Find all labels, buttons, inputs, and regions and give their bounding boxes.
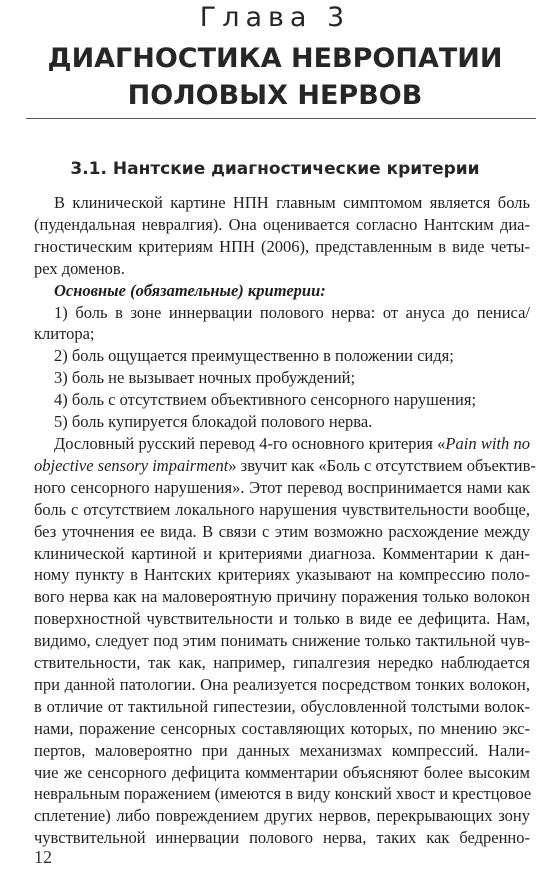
paragraph-1-line-4: рех доменов.	[34, 258, 125, 278]
criteria-heading: Основные (обязательные) критерии:	[54, 280, 326, 300]
chapter-title-line-2: ПОЛОВЫХ НЕРВОВ	[127, 80, 423, 111]
title-divider	[26, 118, 536, 119]
paragraph-2-line: поверхностной чувствительности и только в виде ее дефицита. Нам,	[34, 609, 530, 629]
paragraph-2-line: чувствительной иннервации полового нерва, таких как бедренно-	[34, 828, 530, 848]
paragraph-2-line: ного сенсорного нарушения». Этот перевод воспринимается нами как	[34, 477, 530, 497]
paragraph-2-line-2-italic: objective sensory impairment	[34, 455, 229, 475]
paragraph-2-line: боль с отсутствием локального нарушения чувствительности вообще,	[34, 499, 530, 519]
chapter-title-line-1: ДИАГНОСТИКА НЕВРОПАТИИ	[47, 43, 503, 74]
chapter-label: Глава 3	[199, 2, 351, 33]
paragraph-2-line: при данной патологии. Она реализуется посредством тонких волокон,	[34, 674, 530, 694]
section-title: 3.1. Нантские диагностические критерии	[70, 159, 480, 179]
chapter-title	[0, 40, 550, 114]
paragraph-2-line: без уточнения ее вида. В связи с этим возможно расхождение между	[34, 521, 530, 541]
body-text	[34, 192, 536, 849]
paragraph-2-line: ному пункту в Нантских критериях указывают на компрессию поло-	[34, 565, 530, 585]
paragraph-2-line-1-italic: Pain with no	[445, 433, 530, 453]
paragraph-1-line-1: В клинической картине НПН главным симптомом является боль	[54, 193, 530, 212]
paragraph-2-line: нами, поражение сенсорных составляющих которых, по мнению экс-	[34, 718, 530, 738]
paragraph-2-line-2-text: » звучит как «Боль с отсутствием объектив-	[228, 455, 536, 475]
criterion-5: 5) боль купируется блокадой полового нерва.	[54, 412, 373, 432]
paragraph-2-line-1	[34, 433, 530, 455]
paragraph-2-line: клинической картиной и критериями диагноза. Комментарии к дан-	[34, 543, 530, 563]
criterion-1-line-2: клитора;	[34, 324, 95, 344]
paragraph-2-line-1-text: Дословный русский перевод 4-го основного критерия «	[54, 433, 446, 453]
paragraph-2-line: видимо, следует под этим понимать снижение только тактильной чув-	[34, 631, 530, 651]
paragraph-2-line: ствительности, так как, например, гипалгезия нередко наблюдается	[34, 653, 530, 673]
paragraph-1-line-2: (пудендальная невралгия). Она оценивается согласно Нантским диа-	[34, 214, 530, 234]
criterion-3: 3) боль не вызывает ночных пробуждений;	[54, 368, 356, 388]
criterion-4: 4) боль с отсутствием объективного сенсорного нарушения;	[54, 390, 477, 410]
paragraph-2-line: вого нерва как на маловероятную причину поражения только волокон	[34, 587, 530, 607]
page-number: 12	[34, 847, 52, 867]
paragraph-2-line: в отличие от тактильной гипестезии, обусловленной толстыми волок-	[34, 696, 530, 716]
criterion-2: 2) боль ощущается преимущественно в положении сидя;	[54, 346, 454, 366]
paragraph-2-line-2	[34, 455, 536, 477]
paragraph-2-line: чие же сенсорного дефицита комментарии объясняют более высоким	[34, 762, 530, 782]
paragraph-2-line: пертов, маловероятно при данных механизмах компрессий. Нали-	[34, 740, 530, 760]
paragraph-2-line: сплетение) либо повреждением других нервов, перекрывающих зону	[34, 806, 530, 826]
criterion-1-line-1: 1) боль в зоне иннервации полового нерва: от ануса до пениса/	[54, 302, 530, 322]
paragraph-2-line: невральным поражением (имеются в виду конский хвост и крестцовое	[34, 784, 532, 804]
paragraph-1-line-3: гностическим критериям НПН (2006), представленным в виде четы-	[34, 236, 530, 256]
